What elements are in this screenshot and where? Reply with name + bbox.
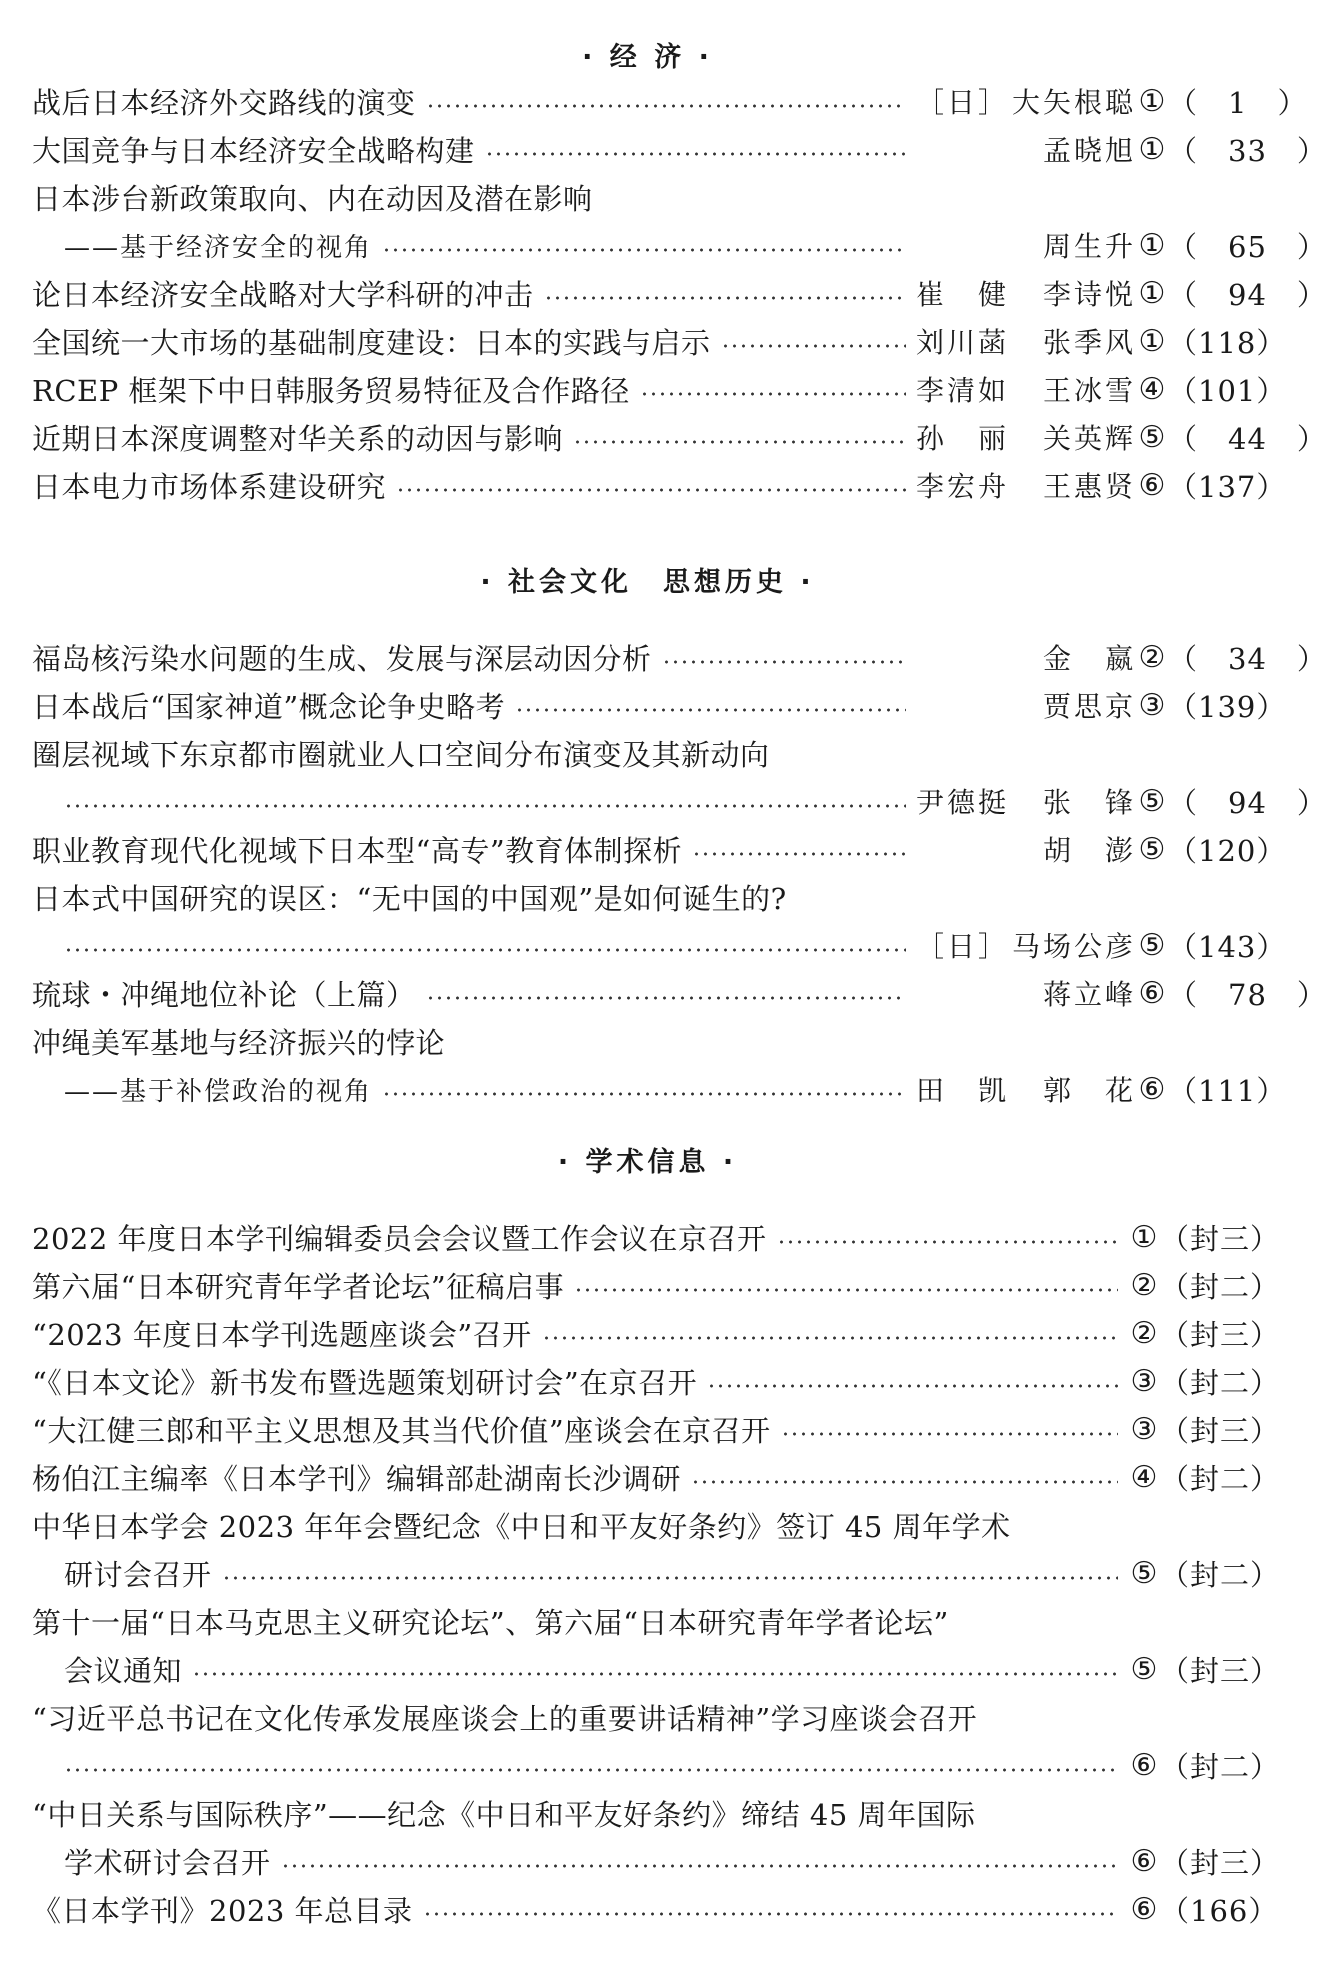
toc-entry[interactable] bbox=[64, 777, 1327, 825]
dot-leader bbox=[423, 1912, 1118, 1916]
author-prefix: ［日］ bbox=[916, 86, 1010, 119]
entry-title-continued: 研讨会召开 bbox=[64, 1557, 212, 1592]
issue-number: ① bbox=[1138, 227, 1166, 263]
issue-number: ⑤ bbox=[1138, 927, 1166, 963]
dot-leader bbox=[721, 344, 906, 348]
issue-number: ⑤ bbox=[1138, 783, 1166, 819]
author-name: 金 嬴 bbox=[1042, 642, 1136, 675]
toc-entry-title-line[interactable] bbox=[32, 1693, 1272, 1741]
entry-title: “2023 年度日本学刊选题座谈会”召开 bbox=[32, 1317, 532, 1352]
toc-entry[interactable] bbox=[64, 1645, 1281, 1693]
page-number: （封二） bbox=[1160, 1557, 1281, 1592]
entry-title: “中日关系与国际秩序”——纪念《中日和平友好条约》缔结 45 周年国际 bbox=[32, 1797, 976, 1832]
page-number: （137） bbox=[1168, 469, 1287, 504]
dot-leader bbox=[222, 1576, 1118, 1580]
entry-title: 福岛核污染水问题的生成、发展与深层动因分析 bbox=[32, 641, 652, 676]
toc-entry[interactable] bbox=[32, 1885, 1279, 1933]
author-name-first: 李清如 bbox=[916, 374, 1010, 407]
issue-number: ① bbox=[1138, 323, 1166, 359]
entry-title: 《日本学刊》2023 年总目录 bbox=[32, 1893, 413, 1928]
issue-number: ① bbox=[1130, 1219, 1158, 1255]
toc-entry[interactable] bbox=[32, 1453, 1281, 1501]
page-number: （封二） bbox=[1160, 1365, 1281, 1400]
page-number: （ 65 ） bbox=[1168, 229, 1327, 264]
dot-leader bbox=[382, 248, 906, 252]
entry-author bbox=[916, 417, 1136, 457]
dot-leader bbox=[777, 1240, 1118, 1244]
entry-title: 日本式中国研究的误区：“无中国的中国观”是如何诞生的? bbox=[32, 881, 787, 916]
entry-author bbox=[916, 829, 1136, 869]
entry-title: 杨伯江主编率《日本学刊》编辑部赴湖南长沙调研 bbox=[32, 1461, 682, 1496]
toc-entry[interactable] bbox=[32, 413, 1327, 461]
entry-title: 2022 年度日本学刊编辑委员会会议暨工作会议在京召开 bbox=[32, 1221, 767, 1256]
entry-title: 论日本经济安全战略对大学科研的冲击 bbox=[32, 277, 534, 312]
page-number: （111） bbox=[1168, 1073, 1287, 1108]
toc-entry[interactable] bbox=[32, 461, 1287, 509]
issue-number: ④ bbox=[1138, 371, 1166, 407]
page-number: （101） bbox=[1168, 373, 1287, 408]
page-number: （ 33 ） bbox=[1168, 133, 1327, 168]
entry-author bbox=[916, 637, 1136, 677]
author-name-first: 李宏舟 bbox=[916, 470, 1010, 503]
author-name: 蒋立峰 bbox=[1042, 978, 1136, 1011]
issue-number: ⑤ bbox=[1138, 831, 1166, 867]
dot-leader bbox=[382, 1092, 906, 1096]
issue-number: ④ bbox=[1130, 1459, 1158, 1495]
entry-title: 第十一届“日本马克思主义研究论坛”、第六届“日本研究青年学者论坛” bbox=[32, 1605, 949, 1640]
toc-entry-title-line[interactable] bbox=[32, 873, 1272, 921]
dot-leader bbox=[396, 488, 906, 492]
page-number: （封二） bbox=[1160, 1461, 1281, 1496]
page-number: （封三） bbox=[1160, 1413, 1281, 1448]
entry-subtitle: ——基于经济安全的视角 bbox=[64, 232, 373, 263]
issue-number: ② bbox=[1138, 639, 1166, 675]
entry-author bbox=[916, 225, 1136, 265]
dot-leader bbox=[281, 1864, 1118, 1868]
entry-author bbox=[916, 685, 1136, 725]
entry-author bbox=[916, 81, 1136, 121]
toc-entry[interactable] bbox=[32, 125, 1327, 173]
toc-entry[interactable] bbox=[64, 1741, 1281, 1789]
entry-author bbox=[916, 321, 1136, 361]
entry-author bbox=[916, 273, 1136, 313]
issue-number: ⑤ bbox=[1130, 1651, 1158, 1687]
entry-title-continued: 学术研讨会召开 bbox=[64, 1845, 271, 1880]
issue-number: ② bbox=[1130, 1267, 1158, 1303]
entry-title: 琉球・冲绳地位补论（上篇） bbox=[32, 977, 416, 1012]
author-name: 胡 澎 bbox=[1042, 834, 1136, 867]
entry-title: 全国统一大市场的基础制度建设：日本的实践与启示 bbox=[32, 325, 711, 360]
author-name-first: 刘川菡 bbox=[916, 326, 1010, 359]
toc-entry[interactable] bbox=[32, 365, 1287, 413]
section-title-economy: · 经 济 · bbox=[582, 42, 713, 73]
toc-entry[interactable] bbox=[32, 825, 1287, 873]
toc-entry[interactable] bbox=[64, 221, 1327, 269]
dot-leader bbox=[542, 1336, 1118, 1340]
author-name-first: 尹德挺 bbox=[916, 786, 1010, 819]
page-number: （ 44 ） bbox=[1168, 421, 1327, 456]
toc-entry-title-line[interactable] bbox=[32, 173, 1272, 221]
page-number: （ 94 ） bbox=[1168, 277, 1327, 312]
page-number: （ 1 ） bbox=[1168, 85, 1308, 120]
dot-leader bbox=[573, 440, 906, 444]
toc-entry[interactable] bbox=[32, 1357, 1281, 1405]
toc-entry-title-line[interactable] bbox=[32, 1501, 1272, 1549]
issue-number: ③ bbox=[1138, 687, 1166, 723]
dot-leader bbox=[707, 1384, 1118, 1388]
dot-leader bbox=[64, 948, 906, 952]
toc-entry[interactable] bbox=[32, 633, 1327, 681]
page-number: （封三） bbox=[1160, 1653, 1281, 1688]
entry-author bbox=[916, 129, 1136, 169]
dot-leader bbox=[64, 1768, 1118, 1772]
author-name: 张 锋 bbox=[1042, 786, 1136, 819]
dot-leader bbox=[426, 104, 906, 108]
dot-leader bbox=[426, 996, 906, 1000]
author-name: 李诗悦 bbox=[1042, 278, 1136, 311]
entry-title: 近期日本深度调整对华关系的动因与影响 bbox=[32, 421, 564, 456]
issue-number: ⑥ bbox=[1138, 975, 1166, 1011]
author-name: 王惠贤 bbox=[1042, 470, 1136, 503]
entry-title: 中华日本学会 2023 年年会暨纪念《中日和平友好条约》签订 45 周年学术 bbox=[32, 1509, 1011, 1544]
page-number: （166） bbox=[1160, 1893, 1279, 1928]
author-name: 郭 花 bbox=[1042, 1074, 1136, 1107]
entry-author bbox=[916, 1069, 1136, 1109]
page-number: （封三） bbox=[1160, 1317, 1281, 1352]
page-number: （封二） bbox=[1160, 1269, 1281, 1304]
entry-author bbox=[916, 781, 1136, 821]
page-number: （139） bbox=[1168, 689, 1287, 724]
dot-leader bbox=[662, 660, 906, 664]
author-name: 贾思京 bbox=[1042, 690, 1136, 723]
dot-leader bbox=[691, 1480, 1118, 1484]
author-name: 孟晓旭 bbox=[1042, 134, 1136, 167]
author-name-first: 田 凯 bbox=[916, 1074, 1010, 1107]
author-name: 马场公彦 bbox=[1011, 930, 1136, 963]
toc-entry-title-line[interactable] bbox=[32, 1597, 1272, 1645]
author-name-first: 孙 丽 bbox=[916, 422, 1010, 455]
section-title-academic-news: · 学术信息 · bbox=[557, 1147, 738, 1178]
issue-number: ⑥ bbox=[1130, 1747, 1158, 1783]
entry-title: 日本战后“国家神道”概念论争史略考 bbox=[32, 689, 506, 724]
entry-title: 战后日本经济外交路线的演变 bbox=[32, 85, 416, 120]
entry-title: RCEP 框架下中日韩服务贸易特征及合作路径 bbox=[32, 373, 630, 408]
toc-entry[interactable] bbox=[32, 317, 1287, 365]
toc-entry[interactable] bbox=[32, 269, 1327, 317]
author-name-first: 崔 健 bbox=[916, 278, 1010, 311]
toc-entry[interactable] bbox=[32, 1405, 1281, 1453]
issue-number: ② bbox=[1130, 1315, 1158, 1351]
dot-leader bbox=[692, 852, 906, 856]
issue-number: ③ bbox=[1130, 1411, 1158, 1447]
page-number: （封三） bbox=[1160, 1845, 1281, 1880]
entry-title: “大江健三郎和平主义思想及其当代价值”座谈会在京召开 bbox=[32, 1413, 771, 1448]
toc-entry-title-line[interactable] bbox=[32, 1017, 1272, 1065]
entry-title: 日本电力市场体系建设研究 bbox=[32, 469, 387, 504]
toc-entry[interactable] bbox=[64, 921, 1287, 969]
toc-entry-title-line[interactable] bbox=[32, 1789, 1272, 1837]
author-name: 关英辉 bbox=[1042, 422, 1136, 455]
page-number: （ 78 ） bbox=[1168, 977, 1327, 1012]
entry-title: 大国竞争与日本经济安全战略构建 bbox=[32, 133, 475, 168]
toc-entry[interactable] bbox=[32, 969, 1327, 1017]
page-number: （143） bbox=[1168, 929, 1287, 964]
entry-title: 职业教育现代化视域下日本型“高专”教育体制探析 bbox=[32, 833, 683, 868]
toc-entry[interactable] bbox=[32, 77, 1308, 125]
entry-subtitle: ——基于补偿政治的视角 bbox=[64, 1076, 373, 1107]
entry-author bbox=[916, 973, 1136, 1013]
issue-number: ⑥ bbox=[1130, 1843, 1158, 1879]
author-name: 张季风 bbox=[1042, 326, 1136, 359]
page-number: （封二） bbox=[1160, 1749, 1281, 1784]
issue-number: ① bbox=[1138, 83, 1166, 119]
issue-number: ① bbox=[1138, 275, 1166, 311]
issue-number: ① bbox=[1138, 131, 1166, 167]
page-number: （封三） bbox=[1160, 1221, 1281, 1256]
dot-leader bbox=[544, 296, 906, 300]
entry-title: 圈层视域下东京都市圈就业人口空间分布演变及其新动向 bbox=[32, 737, 770, 772]
dot-leader bbox=[781, 1432, 1118, 1436]
entry-title-continued: 会议通知 bbox=[64, 1653, 183, 1688]
toc-entry-title-line[interactable] bbox=[32, 729, 1272, 777]
toc-entry[interactable] bbox=[32, 1261, 1281, 1309]
page-number: （ 94 ） bbox=[1168, 785, 1327, 820]
entry-title: 第六届“日本研究青年学者论坛”征稿启事 bbox=[32, 1269, 565, 1304]
issue-number: ⑥ bbox=[1138, 1071, 1166, 1107]
issue-number: ⑥ bbox=[1130, 1891, 1158, 1927]
toc-entry[interactable] bbox=[64, 1837, 1281, 1885]
entry-author bbox=[916, 925, 1136, 965]
toc-entry[interactable] bbox=[32, 1309, 1281, 1357]
dot-leader bbox=[574, 1288, 1118, 1292]
dot-leader bbox=[485, 152, 906, 156]
toc-entry[interactable] bbox=[64, 1549, 1281, 1597]
toc-entry[interactable] bbox=[64, 1065, 1287, 1113]
issue-number: ⑥ bbox=[1138, 467, 1166, 503]
toc-entry[interactable] bbox=[32, 1213, 1281, 1261]
entry-title: “习近平总书记在文化传承发展座谈会上的重要讲话精神”学习座谈会召开 bbox=[32, 1701, 978, 1736]
entry-author bbox=[916, 465, 1136, 505]
page-number: （120） bbox=[1168, 833, 1287, 868]
page-number: （118） bbox=[1168, 325, 1287, 360]
entry-author bbox=[916, 369, 1136, 409]
author-name: 周生升 bbox=[1042, 230, 1136, 263]
dot-leader bbox=[640, 392, 906, 396]
entry-title: “《日本文论》新书发布暨选题策划研讨会”在京召开 bbox=[32, 1365, 698, 1400]
entry-title: 冲绳美军基地与经济振兴的悖论 bbox=[32, 1025, 446, 1060]
dot-leader bbox=[64, 804, 906, 808]
author-name: 王冰雪 bbox=[1042, 374, 1136, 407]
issue-number: ⑤ bbox=[1130, 1555, 1158, 1591]
page-number: （ 34 ） bbox=[1168, 641, 1327, 676]
toc-entry[interactable] bbox=[32, 681, 1287, 729]
author-name: 大矢根聪 bbox=[1011, 86, 1136, 119]
entry-title: 日本涉台新政策取向、内在动因及潜在影响 bbox=[32, 181, 593, 216]
author-prefix: ［日］ bbox=[916, 930, 1010, 963]
issue-number: ⑤ bbox=[1138, 419, 1166, 455]
dot-leader bbox=[515, 708, 906, 712]
issue-number: ③ bbox=[1130, 1363, 1158, 1399]
dot-leader bbox=[192, 1672, 1118, 1676]
section-title-society-culture: · 社会文化 思想历史 · bbox=[480, 567, 815, 598]
